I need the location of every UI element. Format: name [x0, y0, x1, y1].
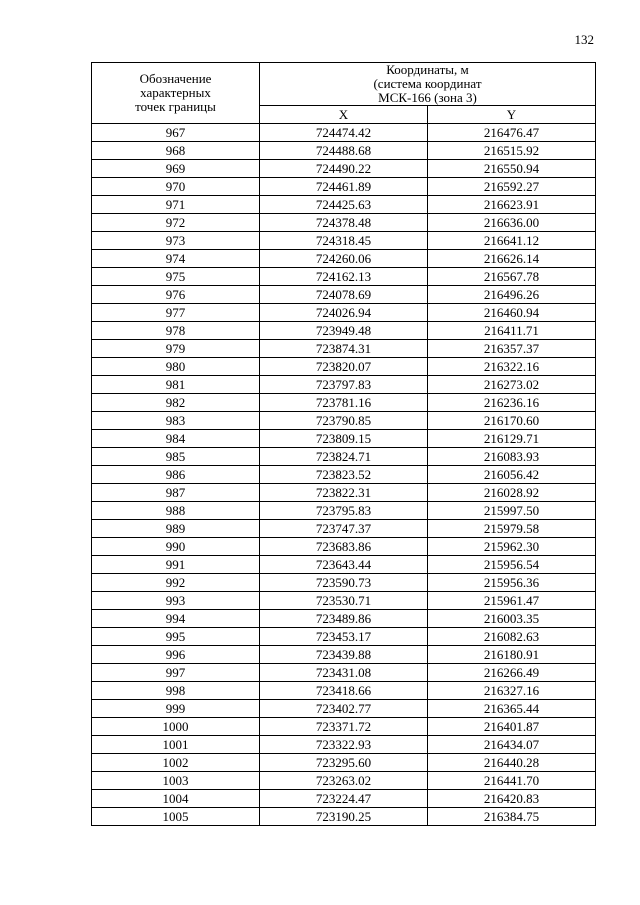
x-coordinate-cell: 724488.68: [260, 142, 428, 160]
x-coordinate-cell: 724461.89: [260, 178, 428, 196]
table-row: [92, 682, 596, 700]
table-row: [92, 628, 596, 646]
y-coordinate-cell: 216441.70: [428, 772, 596, 790]
table-row: [92, 250, 596, 268]
y-coordinate-cell: 216236.16: [428, 394, 596, 412]
table-row: [92, 178, 596, 196]
point-id-cell: 990: [92, 538, 260, 556]
table-row: [92, 610, 596, 628]
table-row: [92, 574, 596, 592]
y-coordinate-cell: 216129.71: [428, 430, 596, 448]
point-id-cell: 973: [92, 232, 260, 250]
y-coordinate-cell: 216273.02: [428, 376, 596, 394]
x-coordinate-cell: 723781.16: [260, 394, 428, 412]
table-row: [92, 772, 596, 790]
table-row: [92, 808, 596, 826]
header-coordinates: [260, 63, 596, 106]
table-body: [92, 124, 596, 826]
table-row: [92, 214, 596, 232]
table-row: [92, 196, 596, 214]
x-coordinate-cell: 723190.25: [260, 808, 428, 826]
y-coordinate-cell: 216411.71: [428, 322, 596, 340]
table-row: [92, 394, 596, 412]
y-coordinate-cell: 216322.16: [428, 358, 596, 376]
x-coordinate-cell: 724378.48: [260, 214, 428, 232]
header-points: [92, 63, 260, 124]
x-coordinate-cell: 723809.15: [260, 430, 428, 448]
point-id-cell: 1001: [92, 736, 260, 754]
point-id-cell: 969: [92, 160, 260, 178]
x-coordinate-cell: 723949.48: [260, 322, 428, 340]
y-coordinate-cell: 216567.78: [428, 268, 596, 286]
x-coordinate-cell: 723824.71: [260, 448, 428, 466]
table-row: [92, 448, 596, 466]
x-coordinate-cell: 724162.13: [260, 268, 428, 286]
table-row: [92, 520, 596, 538]
y-coordinate-cell: 216550.94: [428, 160, 596, 178]
table-row: [92, 718, 596, 736]
x-coordinate-cell: 723322.93: [260, 736, 428, 754]
y-coordinate-cell: 216401.87: [428, 718, 596, 736]
table-row: [92, 592, 596, 610]
table-row: [92, 646, 596, 664]
point-id-cell: 980: [92, 358, 260, 376]
point-id-cell: 987: [92, 484, 260, 502]
y-coordinate-cell: 216083.93: [428, 448, 596, 466]
table-row: [92, 790, 596, 808]
table-row: [92, 286, 596, 304]
table-row: [92, 412, 596, 430]
y-coordinate-cell: 215962.30: [428, 538, 596, 556]
x-coordinate-cell: 723418.66: [260, 682, 428, 700]
table-row: [92, 268, 596, 286]
y-coordinate-cell: 216515.92: [428, 142, 596, 160]
table-row: [92, 700, 596, 718]
y-coordinate-cell: 216028.92: [428, 484, 596, 502]
point-id-cell: 989: [92, 520, 260, 538]
table-row: [92, 502, 596, 520]
table-row: [92, 556, 596, 574]
point-id-cell: 1005: [92, 808, 260, 826]
y-coordinate-cell: 216476.47: [428, 124, 596, 142]
table-row: [92, 142, 596, 160]
point-id-cell: 968: [92, 142, 260, 160]
x-coordinate-cell: 723489.86: [260, 610, 428, 628]
x-coordinate-cell: 724260.06: [260, 250, 428, 268]
point-id-cell: 1002: [92, 754, 260, 772]
header-x: X: [260, 106, 428, 124]
header-points-label: Обозначение характерных точек границы: [135, 71, 216, 114]
x-coordinate-cell: 723263.02: [260, 772, 428, 790]
y-coordinate-cell: 216592.27: [428, 178, 596, 196]
x-coordinate-cell: 724026.94: [260, 304, 428, 322]
y-coordinate-cell: 216365.44: [428, 700, 596, 718]
point-id-cell: 975: [92, 268, 260, 286]
y-coordinate-cell: 216496.26: [428, 286, 596, 304]
x-coordinate-cell: 723822.31: [260, 484, 428, 502]
point-id-cell: 985: [92, 448, 260, 466]
y-coordinate-cell: 216327.16: [428, 682, 596, 700]
table-row: [92, 430, 596, 448]
x-coordinate-cell: 724318.45: [260, 232, 428, 250]
x-coordinate-cell: 723795.83: [260, 502, 428, 520]
x-coordinate-cell: 724078.69: [260, 286, 428, 304]
y-coordinate-cell: 216440.28: [428, 754, 596, 772]
x-coordinate-cell: 723295.60: [260, 754, 428, 772]
point-id-cell: 986: [92, 466, 260, 484]
x-coordinate-cell: 723431.08: [260, 664, 428, 682]
x-coordinate-cell: 723590.73: [260, 574, 428, 592]
x-coordinate-cell: 724490.22: [260, 160, 428, 178]
x-coordinate-cell: 723224.47: [260, 790, 428, 808]
y-coordinate-cell: 216357.37: [428, 340, 596, 358]
table-row: [92, 484, 596, 502]
table-row: [92, 664, 596, 682]
point-id-cell: 972: [92, 214, 260, 232]
point-id-cell: 976: [92, 286, 260, 304]
point-id-cell: 991: [92, 556, 260, 574]
table-row: [92, 754, 596, 772]
y-coordinate-cell: 215956.54: [428, 556, 596, 574]
y-coordinate-cell: 215961.47: [428, 592, 596, 610]
header-y: Y: [428, 106, 596, 124]
point-id-cell: 983: [92, 412, 260, 430]
table-header: [92, 63, 596, 124]
point-id-cell: 996: [92, 646, 260, 664]
point-id-cell: 988: [92, 502, 260, 520]
point-id-cell: 984: [92, 430, 260, 448]
y-coordinate-cell: 215979.58: [428, 520, 596, 538]
y-coordinate-cell: 216636.00: [428, 214, 596, 232]
y-coordinate-cell: 216460.94: [428, 304, 596, 322]
y-coordinate-cell: 216626.14: [428, 250, 596, 268]
table-row: [92, 322, 596, 340]
table-row: [92, 160, 596, 178]
y-coordinate-cell: 216056.42: [428, 466, 596, 484]
x-coordinate-cell: 723747.37: [260, 520, 428, 538]
point-id-cell: 997: [92, 664, 260, 682]
table-row: [92, 538, 596, 556]
x-coordinate-cell: 723823.52: [260, 466, 428, 484]
point-id-cell: 999: [92, 700, 260, 718]
y-coordinate-cell: 216180.91: [428, 646, 596, 664]
table-row: [92, 304, 596, 322]
x-coordinate-cell: 724425.63: [260, 196, 428, 214]
point-id-cell: 993: [92, 592, 260, 610]
point-id-cell: 1003: [92, 772, 260, 790]
y-coordinate-cell: 216623.91: [428, 196, 596, 214]
point-id-cell: 994: [92, 610, 260, 628]
point-id-cell: 1000: [92, 718, 260, 736]
point-id-cell: 970: [92, 178, 260, 196]
point-id-cell: 978: [92, 322, 260, 340]
y-coordinate-cell: 216082.63: [428, 628, 596, 646]
y-coordinate-cell: 216434.07: [428, 736, 596, 754]
point-id-cell: 981: [92, 376, 260, 394]
point-id-cell: 971: [92, 196, 260, 214]
x-coordinate-cell: 723874.31: [260, 340, 428, 358]
point-id-cell: 1004: [92, 790, 260, 808]
y-coordinate-cell: 216384.75: [428, 808, 596, 826]
point-id-cell: 998: [92, 682, 260, 700]
y-coordinate-cell: 216003.35: [428, 610, 596, 628]
x-coordinate-cell: 723453.17: [260, 628, 428, 646]
x-coordinate-cell: 724474.42: [260, 124, 428, 142]
point-id-cell: 979: [92, 340, 260, 358]
y-coordinate-cell: 215956.36: [428, 574, 596, 592]
y-coordinate-cell: 216420.83: [428, 790, 596, 808]
point-id-cell: 982: [92, 394, 260, 412]
table-row: [92, 232, 596, 250]
x-coordinate-cell: 723402.77: [260, 700, 428, 718]
point-id-cell: 977: [92, 304, 260, 322]
point-id-cell: 974: [92, 250, 260, 268]
x-coordinate-cell: 723683.86: [260, 538, 428, 556]
table-row: [92, 376, 596, 394]
x-coordinate-cell: 723439.88: [260, 646, 428, 664]
y-coordinate-cell: 216170.60: [428, 412, 596, 430]
x-coordinate-cell: 723530.71: [260, 592, 428, 610]
x-coordinate-cell: 723371.72: [260, 718, 428, 736]
y-coordinate-cell: 216266.49: [428, 664, 596, 682]
header-coordinates-label: Координаты, м (система координат МСК-166 (зона 3): [373, 62, 482, 105]
x-coordinate-cell: 723820.07: [260, 358, 428, 376]
point-id-cell: 992: [92, 574, 260, 592]
x-coordinate-cell: 723797.83: [260, 376, 428, 394]
table-row: [92, 736, 596, 754]
coordinates-table: [91, 62, 596, 826]
x-coordinate-cell: 723643.44: [260, 556, 428, 574]
y-coordinate-cell: 215997.50: [428, 502, 596, 520]
y-coordinate-cell: 216641.12: [428, 232, 596, 250]
point-id-cell: 967: [92, 124, 260, 142]
page-number: 132: [574, 32, 594, 47]
table-row: [92, 340, 596, 358]
x-coordinate-cell: 723790.85: [260, 412, 428, 430]
point-id-cell: 995: [92, 628, 260, 646]
table-row: [92, 466, 596, 484]
table-row: [92, 358, 596, 376]
table-row: [92, 124, 596, 142]
